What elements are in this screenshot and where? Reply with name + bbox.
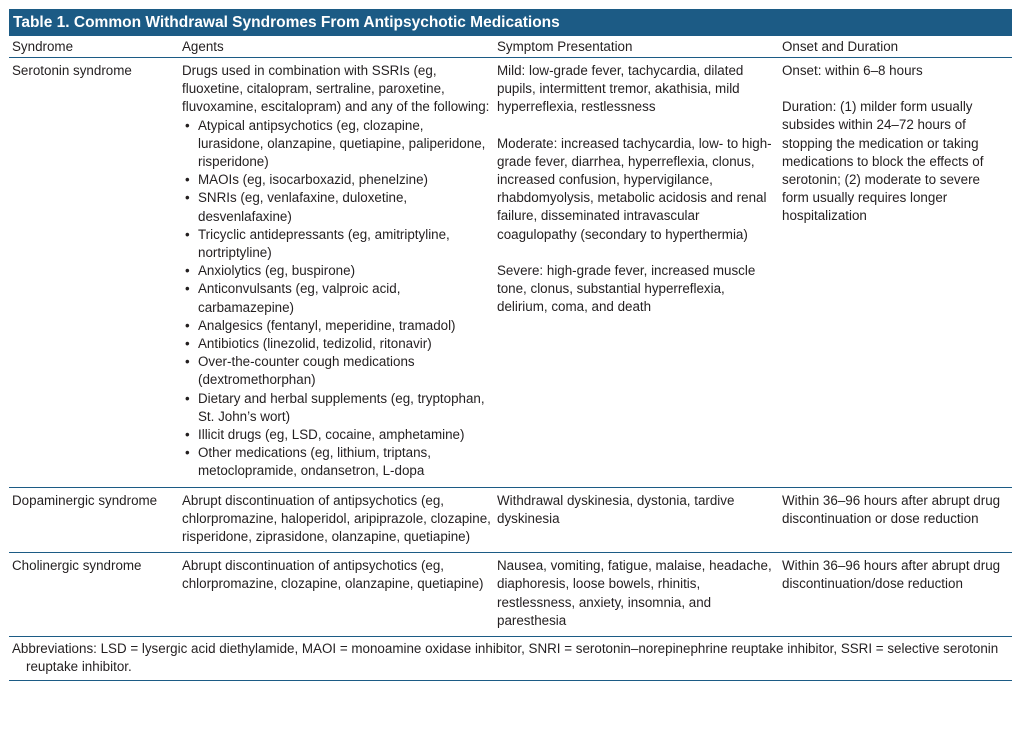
header-row [9,36,1012,58]
list-item: • Atypical antipsychotics (eg, clozapine, lurasidone, olanzapine, quetiapine, paliperidone, risperidone) [182,117,491,172]
list-item: • Illicit drugs (eg, LSD, cocaine, amphetamine) [182,426,491,444]
table-row [9,553,1012,636]
list-item: • Dietary and herbal supplements (eg, tryptophan, St. John’s wort) [182,390,491,426]
agents-list [182,117,491,481]
list-item: • Other medications (eg, lithium, triptans, metoclopramide, ondansetron, L-dopa [182,444,491,480]
header-onset-duration: Onset and Duration [779,36,1012,58]
list-item: • Antibiotics (linezolid, tedizolid, ritonavir) [182,335,491,353]
list-item: • Anxiolytics (eg, buspirone) [182,262,491,280]
table-container [9,9,1012,681]
syndrome-cell: Cholinergic syndrome [9,553,179,636]
symptom-paragraph: Severe: high-grade fever, increased muscle tone, clonus, substantial hyperreflexia, delirium, coma, and death [497,262,756,315]
header-agents: Agents [179,36,494,58]
symptoms-cell [494,58,779,488]
list-item: • Anticonvulsants (eg, valproic acid, carbamazepine) [182,280,491,316]
onset-cell: Within 36–96 hours after abrupt drug discontinuation/dose reduction [779,553,1012,636]
onset-paragraph: Duration: (1) milder form usually subsides within 24–72 hours of stopping the medication or taking medications to block the effects of serotonin; (2) moderate to severe form usually requires longer hospitalization [782,99,984,224]
list-item: • SNRIs (eg, venlafaxine, duloxetine, desvenlafaxine) [182,189,491,225]
withdrawal-syndromes-table [9,36,1012,636]
symptoms-cell: Nausea, vomiting, fatigue, malaise, headache, diaphoresis, loose bowels, rhinitis, restlessness, anxiety, insomnia, and paresthesia [494,553,779,636]
syndrome-cell: Serotonin syndrome [12,63,132,78]
agents-cell: Abrupt discontinuation of antipsychotics (eg, chlorpromazine, clozapine, olanzapine, quetiapine) [179,553,494,636]
list-item: • Tricyclic antidepressants (eg, amitriptyline, nortriptyline) [182,226,491,262]
table-row [9,487,1012,553]
onset-paragraph: Onset: within 6–8 hours [782,63,923,78]
symptoms-cell: Withdrawal dyskinesia, dystonia, tardive dyskinesia [494,487,779,553]
agents-cell: Abrupt discontinuation of antipsychotics (eg, chlorpromazine, haloperidol, aripiprazole, clozapine, risperidone, ziprasidone, olanzapine, quetiapine) [179,487,494,553]
list-item: • Analgesics (fentanyl, meperidine, tramadol) [182,317,491,335]
onset-cell: Within 36–96 hours after abrupt drug discontinuation or dose reduction [779,487,1012,553]
syndrome-cell: Dopaminergic syndrome [9,487,179,553]
onset-cell [779,58,1012,488]
symptom-paragraph: Mild: low-grade fever, tachycardia, dilated pupils, intermittent tremor, akathisia, mild hyperreflexia, restlessness [497,63,744,115]
table-row [9,58,1012,488]
agents-cell [179,58,494,488]
abbreviations-footnote [9,636,1012,680]
table-title: Table 1. Common Withdrawal Syndromes From Antipsychotic Medications [9,9,1012,36]
list-item: • Over-the-counter cough medications (dextromethorphan) [182,353,491,389]
list-item: • MAOIs (eg, isocarboxazid, phenelzine) [182,171,491,189]
header-syndrome: Syndrome [9,36,179,58]
symptom-paragraph: Moderate: increased tachycardia, low- to high-grade fever, diarrhea, hyperreflexia, clonus, increased confusion, hypervigilance, rhabdomyolysis, metabolic acidosis and renal failure, disseminated intravascular coagulopathy (secondary to hyperthermia) [497,135,772,242]
agents-intro: Drugs used in combination with SSRIs (eg, fluoxetine, citalopram, sertraline, paroxetine, fluvoxamine, escitalopram) and any of the following: [182,63,490,115]
footnote-text: Abbreviations: LSD = lysergic acid diethylamide, MAOI = monoamine oxidase inhibitor, SNRI = serotonin–norepinephrine reuptake inhibitor, SSRI = selective serotonin reuptake inhibitor. [12,641,999,675]
header-symptom-presentation: Symptom Presentation [494,36,779,58]
